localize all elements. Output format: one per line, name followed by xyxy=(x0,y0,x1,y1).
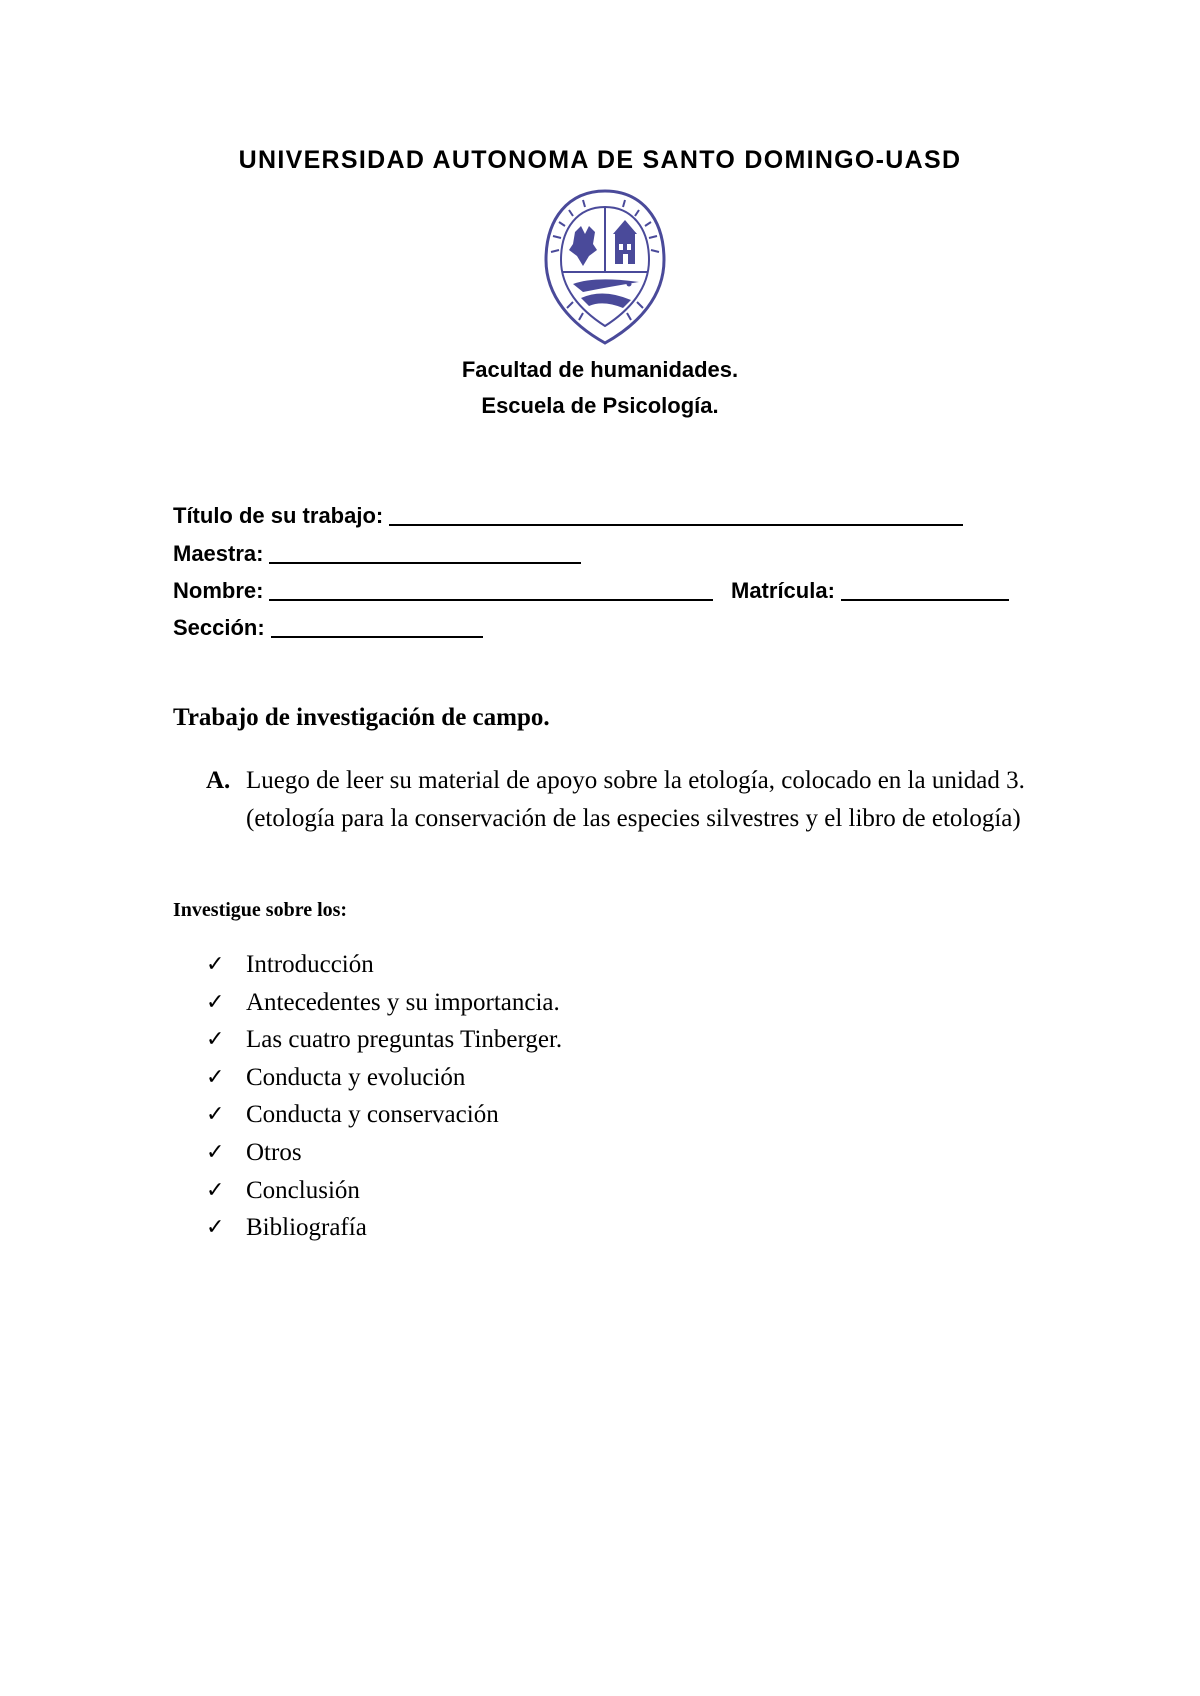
topic-label: Bibliografía xyxy=(246,1214,367,1242)
list-item xyxy=(206,1096,562,1134)
titulo-label: Título de su trabajo: xyxy=(173,503,384,528)
assignment-heading: Trabajo de investigación de campo. xyxy=(173,704,550,731)
faculty-name: Facultad de humanidades. xyxy=(461,357,739,382)
faculty-block xyxy=(0,352,1200,424)
topic-checklist xyxy=(206,946,562,1247)
list-item-a xyxy=(206,762,1026,838)
topic-label: Otros xyxy=(246,1138,302,1166)
titulo-blank-line xyxy=(389,502,963,526)
list-item xyxy=(206,1021,562,1059)
topic-label: Introducción xyxy=(246,951,374,978)
list-item xyxy=(206,1209,562,1247)
topic-label: Antecedentes y su importancia. xyxy=(246,988,560,1016)
matricula-label: Matrícula: xyxy=(731,578,835,603)
titulo-field xyxy=(173,500,963,532)
matricula-blank-line xyxy=(841,577,1009,601)
list-item xyxy=(206,984,562,1022)
topic-label: Conclusión xyxy=(246,1176,360,1204)
list-item xyxy=(206,1172,562,1210)
list-item xyxy=(206,1059,562,1097)
seccion-blank-line xyxy=(271,614,483,638)
list-item xyxy=(206,1134,562,1172)
checkmark-icon: ✓ xyxy=(206,1139,225,1165)
item-a-text: Luego de leer su material de apoyo sobre la etología, colocado en la unidad 3. (etología para la conservación de las especies silvestres y el libro de etología) xyxy=(246,767,1025,832)
maestra-blank-line xyxy=(269,540,581,564)
list-item xyxy=(206,946,562,984)
nombre-label: Nombre: xyxy=(173,578,264,603)
investigue-label: Investigue sobre los: xyxy=(173,899,348,921)
topic-label: Las cuatro preguntas Tinberger. xyxy=(246,1026,563,1054)
nombre-blank-line xyxy=(269,577,713,601)
maestra-field xyxy=(173,538,581,570)
checkmark-icon: ✓ xyxy=(206,1177,225,1203)
topic-label: Conducta y conservación xyxy=(246,1101,499,1129)
checkmark-icon: ✓ xyxy=(206,1027,225,1053)
checkmark-icon: ✓ xyxy=(206,1064,225,1090)
topic-label: Conducta y evolución xyxy=(246,1063,466,1091)
maestra-label: Maestra: xyxy=(173,541,264,566)
checkmark-icon: ✓ xyxy=(206,952,225,977)
checkmark-icon: ✓ xyxy=(206,989,225,1015)
university-title: UNIVERSIDAD AUTONOMA DE SANTO DOMINGO-UASD xyxy=(238,146,962,174)
school-name: Escuela de Psicología. xyxy=(481,393,719,418)
checkmark-icon: ✓ xyxy=(206,1215,225,1241)
nombre-field xyxy=(173,575,713,607)
checkmark-icon: ✓ xyxy=(206,1102,225,1128)
seccion-field xyxy=(173,612,483,644)
item-a-letter: A. xyxy=(206,767,231,794)
university-seal-icon xyxy=(543,188,667,346)
seccion-label: Sección: xyxy=(173,615,265,640)
matricula-field xyxy=(731,575,1009,607)
